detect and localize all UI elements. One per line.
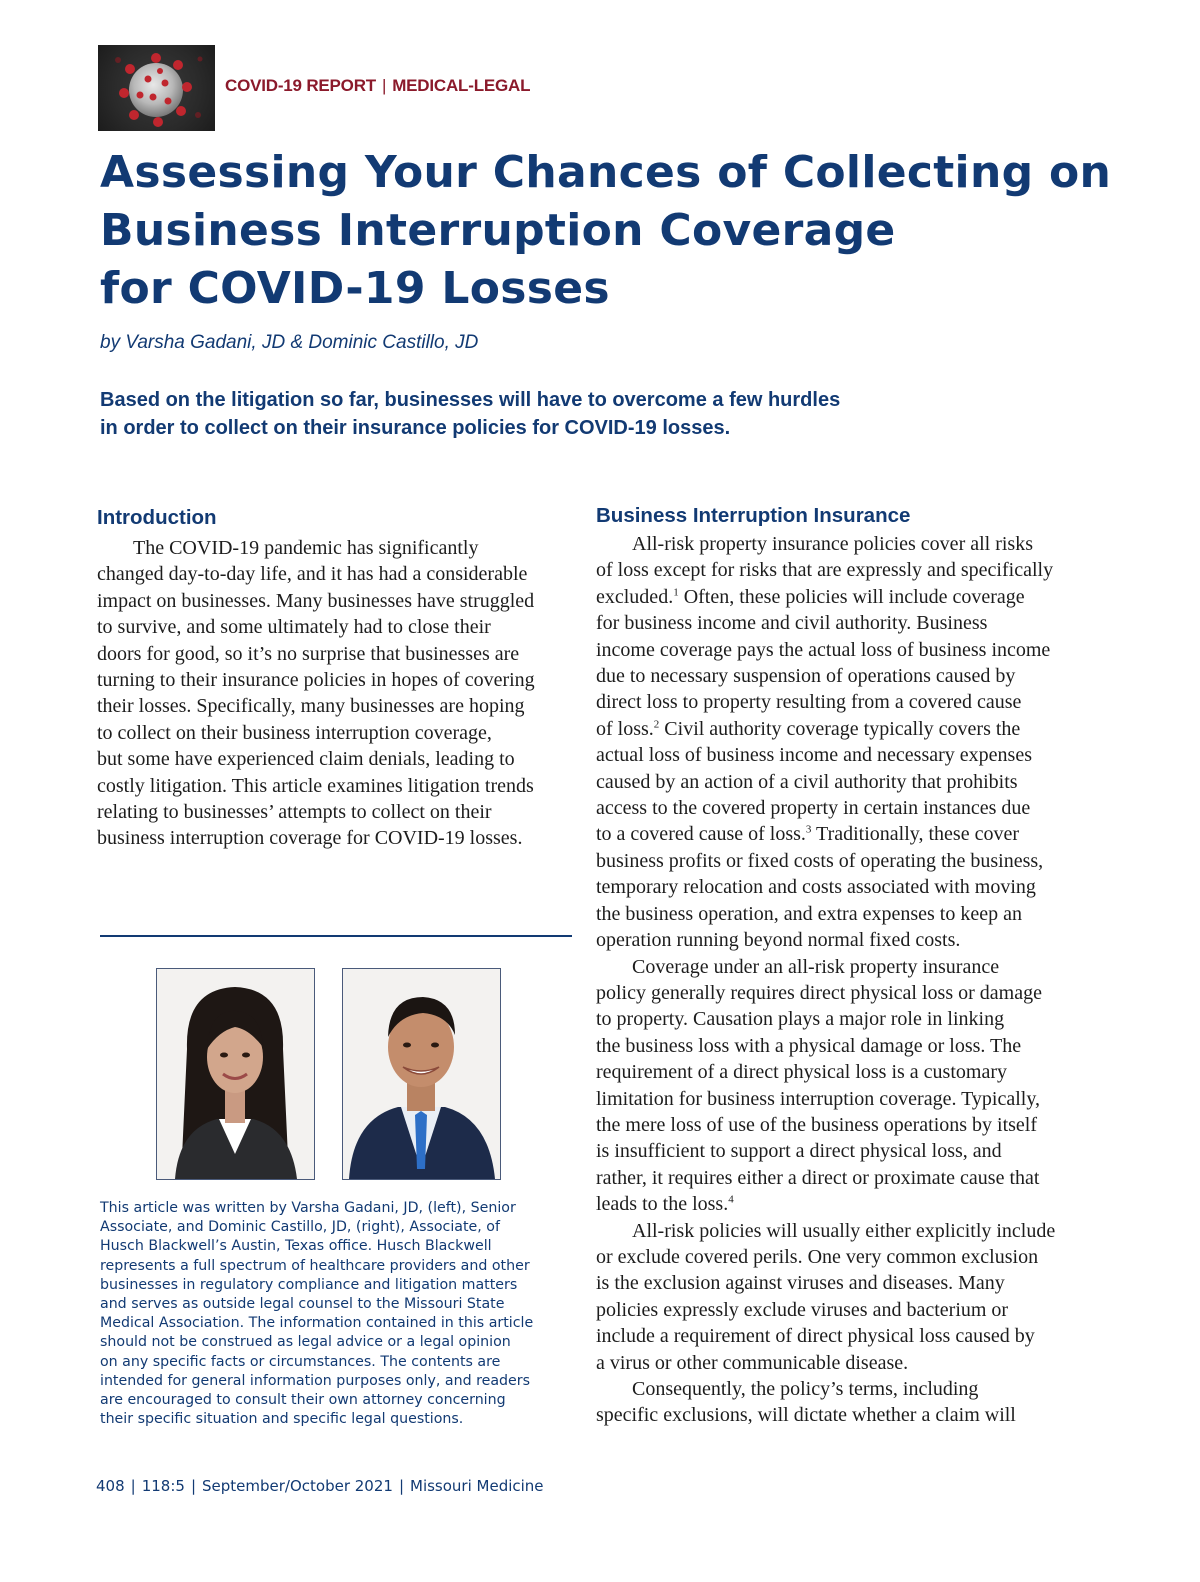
body-line-text: of loss. [596,717,654,740]
caption-line: businesses in regulatory compliance and litigation matters [100,1276,518,1293]
caption-line: are encouraged to consult their own attorney concerning [100,1392,506,1409]
footnote-ref: 1 [673,586,679,599]
caption-line: represents a full spectrum of healthcare providers and other [100,1257,530,1274]
author-photo-dominic-castillo [342,968,501,1180]
section-kicker [225,76,530,96]
journal-name: Missouri Medicine [410,1477,544,1495]
body-line: access to the covered property in certain instances due [596,797,1031,820]
body-line: due to necessary suspension of operations caused by [596,665,1016,688]
body-line: relating to businesses’ attempts to collect on their [97,801,492,824]
body-line-text: excluded. [596,585,674,608]
introduction-heading: Introduction [97,506,217,529]
body-line: rather, it requires either a direct or proximate cause that [596,1166,1040,1189]
body-line: policy generally requires direct physical loss or damage [596,981,1042,1004]
page-number: 408 [96,1477,125,1495]
caption-line: Associate, and Dominic Castillo, JD, (right), Associate, of [100,1219,500,1236]
body-line-text: Often, these policies will include coverage [678,585,1025,608]
body-line: changed day-to-day life, and it has had a considerable [97,563,528,586]
author-portrait-right [343,969,500,1179]
body-line: limitation for business interruption coverage. Typically, [596,1087,1041,1110]
title-line: Business Interruption Coverage [100,205,896,256]
body-line: but some have experienced claim denials, leading to [97,748,515,771]
title-line: for COVID-19 Losses [100,263,610,314]
body-line: All-risk policies will usually either explicitly include [632,1219,1056,1242]
kicker-medical-legal: MEDICAL-LEGAL [392,76,531,95]
body-line: income coverage pays the actual loss of business income [596,638,1051,661]
body-line: temporary relocation and costs associated with moving [596,876,1036,899]
caption-line: on any specific facts or circumstances. The contents are [100,1353,501,1370]
author-portrait-left [157,969,314,1179]
issue-number: 118:5 [141,1477,185,1495]
author-photo-varsha-gadani [156,968,315,1180]
caption-line: should not be construed as legal advice or a legal opinion [100,1334,511,1351]
body-line-text: Civil authority coverage typically covers the [659,717,1021,740]
kicker-covid-report: COVID-19 REPORT [225,76,376,95]
body-line: is insufficient to support a direct physical loss, and [596,1140,1002,1163]
kicker-separator: | [381,76,387,95]
article-deck [100,386,1000,442]
body-line: policies expressly exclude viruses and bacterium or [596,1298,1009,1321]
body-line [596,1191,1055,1217]
footnote-ref: 3 [805,823,812,836]
coronavirus-illustration [98,45,215,131]
body-line: a virus or other communicable disease. [596,1351,909,1374]
coronavirus-thumbnail [98,45,215,131]
body-line: to survive, and some ultimately had to close their [97,616,491,639]
body-line: doors for good, so it’s no surprise that businesses are [97,642,520,665]
footnote-ref: 4 [728,1193,734,1206]
body-line: or exclude covered perils. One very common exclusion [596,1245,1039,1268]
caption-line: intended for general information purposes only, and readers [100,1372,530,1389]
article-title [100,144,1120,318]
body-line: operation running beyond normal fixed costs. [596,929,961,952]
author-bio-caption [100,1199,580,1429]
body-line [596,716,1055,742]
page-footer [96,1477,544,1495]
body-line [596,821,1055,847]
introduction-body [97,535,535,852]
body-line: business interruption coverage for COVID-19 losses. [97,827,523,850]
caption-line: their specific situation and specific legal questions. [100,1411,464,1428]
issue-date: September/October 2021 [202,1477,393,1495]
title-line: Assessing Your Chances of Collecting on [100,147,1112,198]
deck-line: Based on the litigation so far, businesses will have to overcome a few hurdles [100,389,841,411]
body-line: caused by an action of a civil authority that prohibits [596,770,1018,793]
body-line: is the exclusion against viruses and diseases. Many [596,1272,1005,1295]
footer-separator: | [398,1477,404,1495]
footnote-ref: 2 [653,718,660,731]
body-line: the business operation, and extra expenses to keep an [596,902,1022,925]
body-line: to property. Causation plays a major role in linking [596,1008,1005,1031]
body-line: turning to their insurance policies in hopes of covering [97,669,535,692]
body-line: of loss except for risks that are expressly and specifically [596,559,1054,582]
caption-line: This article was written by Varsha Gadani, JD, (left), Senior [100,1200,516,1216]
caption-line: Medical Association. The information contained in this article [100,1315,534,1332]
body-line: impact on businesses. Many businesses have struggled [97,589,535,612]
body-line: The COVID-19 pandemic has significantly [133,537,479,559]
caption-line: Husch Blackwell’s Austin, Texas office. Husch Blackwell [100,1238,492,1255]
business-interruption-heading: Business Interruption Insurance [596,504,911,527]
body-line: Consequently, the policy’s terms, including [632,1378,979,1400]
body-line: the business loss with a physical damage or loss. The [596,1034,1022,1057]
body-line-text: to a covered cause of loss. [596,823,806,846]
body-line-text: Traditionally, these cover [811,823,1019,846]
body-line: include a requirement of direct physical loss caused by [596,1325,1035,1348]
body-line: for business income and civil authority. Business [596,612,988,635]
body-line: business profits or fixed costs of operating the business, [596,849,1044,872]
body-line: their losses. Specifically, many businesses are hoping [97,695,525,718]
body-line: direct loss to property resulting from a covered cause [596,691,1022,714]
body-line-text: leads to the loss. [596,1193,729,1216]
body-line [596,584,1055,610]
business-interruption-body [596,531,1055,1429]
deck-line: in order to collect on their insurance policies for COVID-19 losses. [100,417,731,439]
body-line: Coverage under an all-risk property insurance [632,955,1000,978]
footer-separator: | [130,1477,136,1495]
body-line: actual loss of business income and necessary expenses [596,744,1032,767]
caption-line: and serves as outside legal counsel to the Missouri State [100,1296,505,1313]
body-line: All-risk property insurance policies cover all risks [632,533,1033,555]
byline: by Varsha Gadani, JD & Dominic Castillo, JD [100,332,479,353]
body-line: to collect on their business interruption coverage, [97,721,492,744]
body-line: specific exclusions, will dictate whether a claim will [596,1404,1016,1427]
footer-separator: | [190,1477,196,1495]
body-line: costly litigation. This article examines litigation trends [97,774,534,797]
body-line: the mere loss of use of the business operations by itself [596,1113,1038,1136]
body-line: requirement of a direct physical loss is a customary [596,1061,1007,1084]
column-divider-rule [100,935,572,937]
